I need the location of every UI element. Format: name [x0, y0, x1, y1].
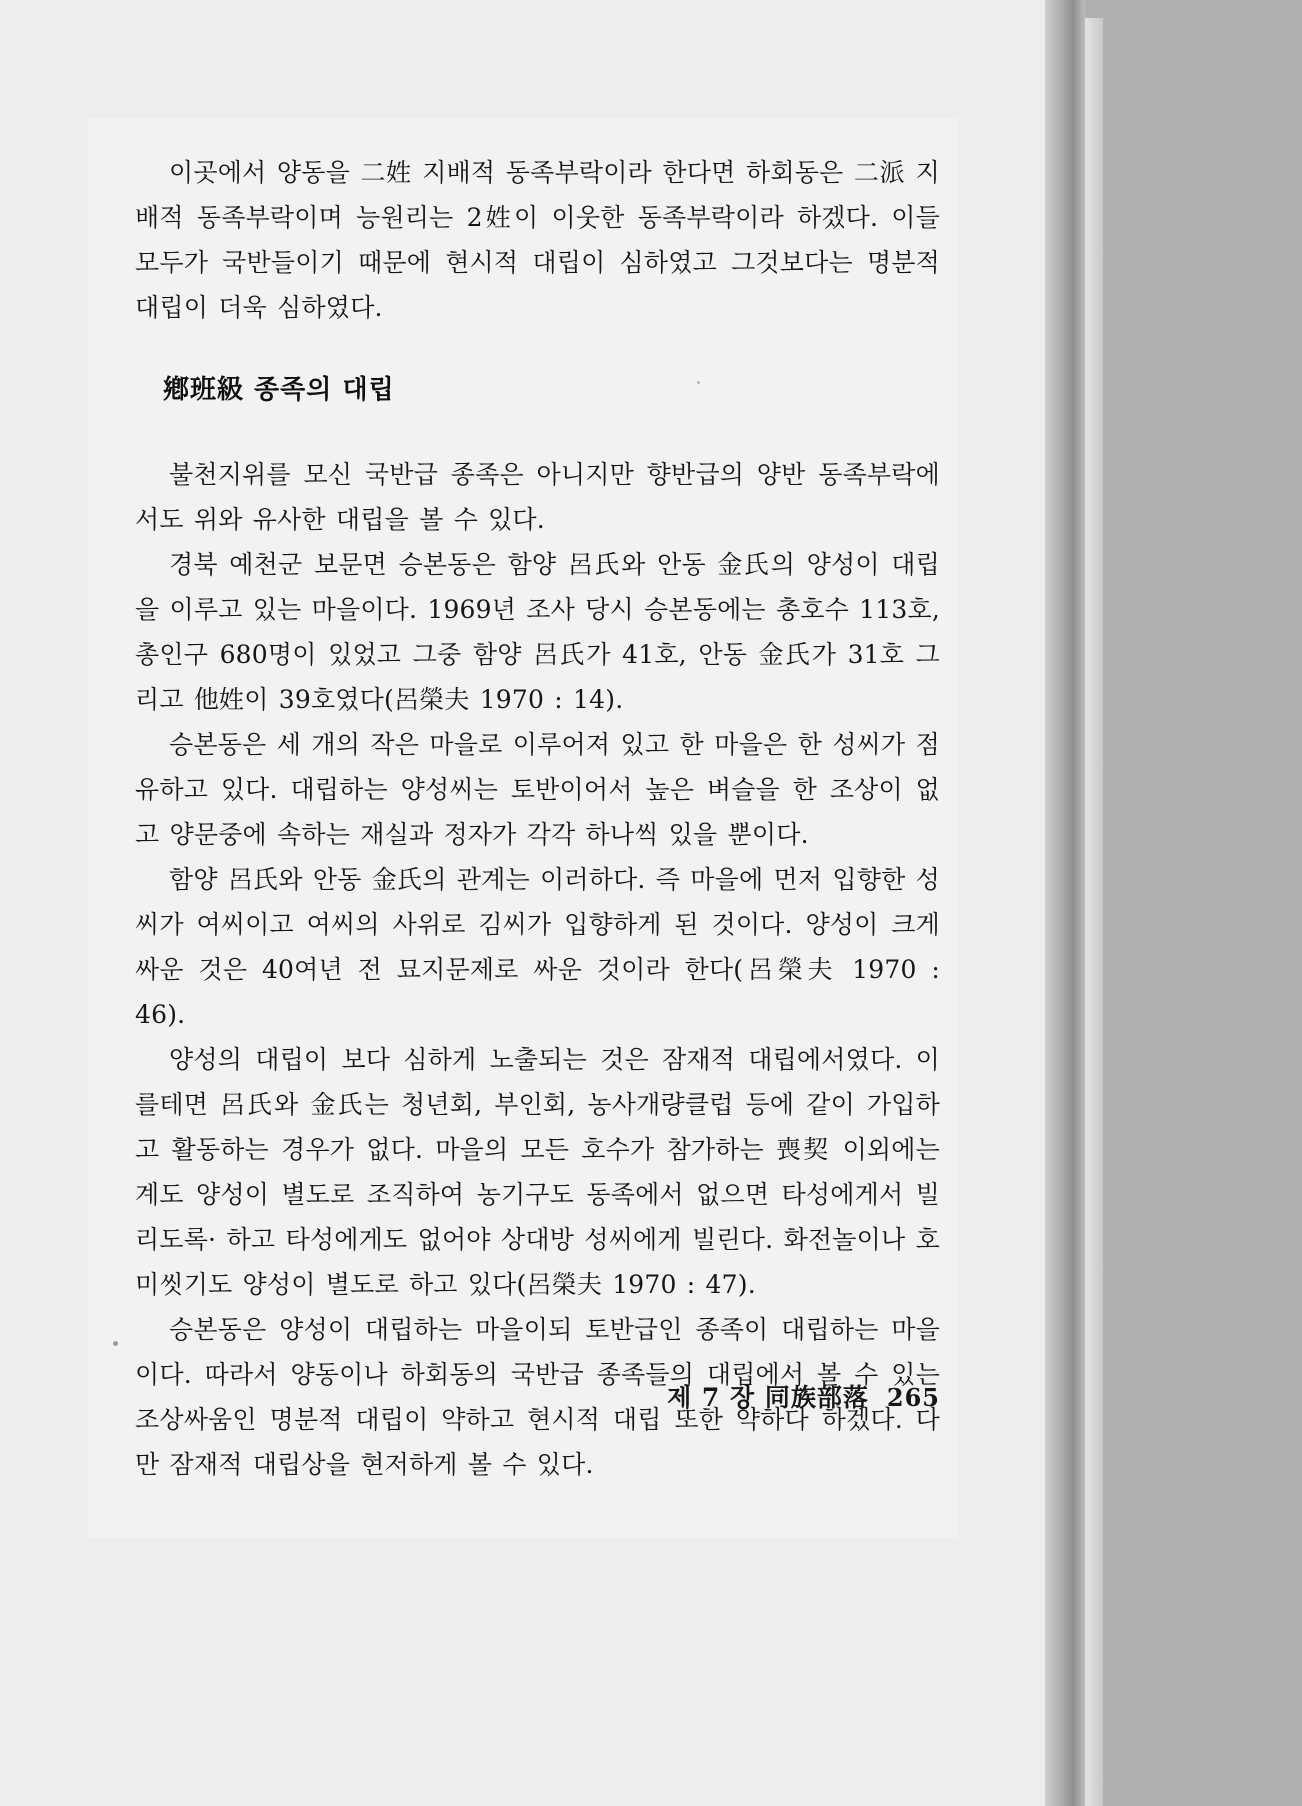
paragraph-intro: 이곳에서 양동을 二姓 지배적 동족부락이라 한다면 하회동은 二派 지배적 동족부락이며 능원리는 2姓이 이웃한 동족부락이라 하겠다. 이들 모두가 국반들이기 때문에 현시적 대립이 심하였고 그것보다는 명분적 대립이 더욱 심하였다.	[135, 158, 940, 322]
section-heading: 鄕班級 종족의 대립	[163, 375, 395, 405]
footer-chapter-label: 제 7 장 同族部落	[667, 1383, 869, 1412]
page-footer	[135, 1378, 940, 1414]
page-edge-outer	[1085, 18, 1103, 1806]
paragraph-1: 불천지위를 모신 국반급 종족은 아니지만 향반급의 양반 동족부락에서도 위와 유사한 대립을 볼 수 있다.	[135, 460, 940, 534]
page-content	[135, 150, 940, 1487]
paragraph-2: 경북 예천군 보문면 승본동은 함양 呂氏와 안동 金氏의 양성이 대립을 이루고 있는 마을이다. 1969년 조사 당시 승본동에는 총호수 113호, 총인구 680명이 있었고 그중 함양 呂氏가 41호, 안동 金氏가 31호 그리고 他姓이 39호였다(呂榮夫 1970 : 14).	[135, 550, 940, 714]
paragraph-5: 양성의 대립이 보다 심하게 노출되는 것은 잠재적 대립에서였다. 이를테면 呂氏와 金氏는 청년회, 부인회, 농사개량클럽 등에 같이 가입하고 활동하는 경우가 없다. 마을의 모든 호수가 참가하는 喪契 이외에는 계도 양성이 별도로 조직하여 농기구도 동족에서 없으면 타성에게서 빌리도록· 하고 타성에게도 없어야 상대방 성씨에게 빌린다. 화전놀이나 호미씻기도 양성이 별도로 하고 있다(呂榮夫 1970 : 47).	[135, 1045, 940, 1299]
scan-speck	[113, 1341, 118, 1346]
paragraph-4: 함양 呂氏와 안동 金氏의 관계는 이러하다. 즉 마을에 먼저 입향한 성씨가 여씨이고 여씨의 사위로 김씨가 입향하게 된 것이다. 양성이 크게 싸운 것은 40여년 전 묘지문제로 싸운 것이라 한다(呂榮夫 1970 : 46).	[135, 865, 940, 1029]
paragraph-6: 승본동은 양성이 대립하는 마을이되 토반급인 종족이 대립하는 마을이다. 따라서 양동이나 하회동의 국반급 종족들의 대립에서 볼 수 있는 조상싸움인 명분적 대립이 약하고 현시적 대립 또한 약하다 하겠다. 다만 잠재적 대립상을 현저하게 볼 수 있다.	[135, 1315, 940, 1479]
paragraph-3: 승본동은 세 개의 작은 마을로 이루어져 있고 한 마을은 한 성씨가 점유하고 있다. 대립하는 양성씨는 토반이어서 높은 벼슬을 한 조상이 없고 양문중에 속하는 재실과 정자가 각각 하나씩 있을 뿐이다.	[135, 730, 940, 849]
page-edge-shadow	[1045, 0, 1085, 1806]
footer-page-number: 265	[886, 1383, 940, 1412]
